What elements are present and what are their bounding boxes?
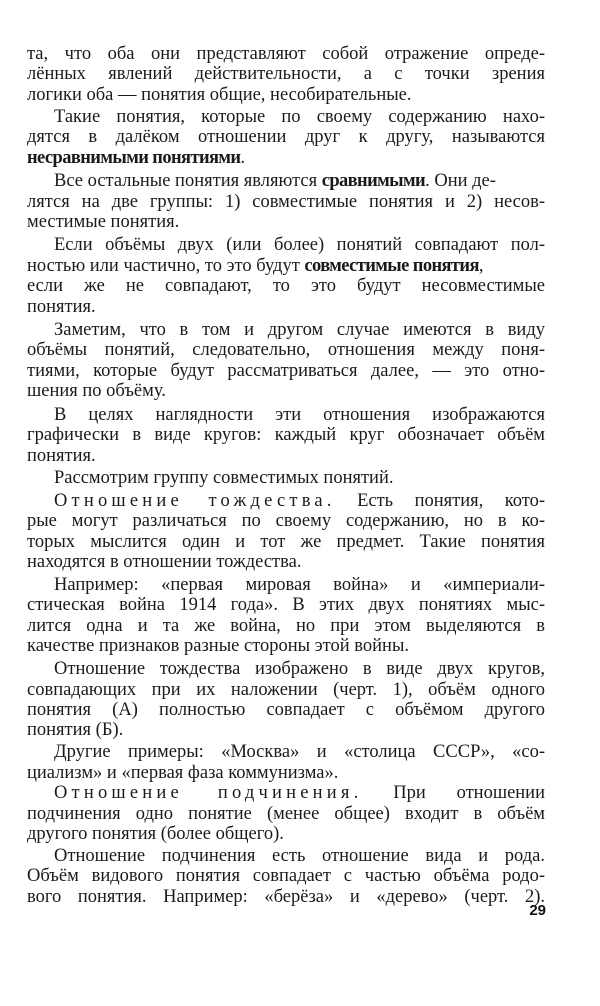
- punctuation: .: [240, 148, 246, 168]
- text-line: тиями, которые будут рассматриваться далее, — это отно-: [27, 361, 545, 381]
- text-line: вого понятия. Например: «берёза» и «дерево» (черт. 2).: [27, 887, 545, 907]
- text-line: [27, 256, 545, 276]
- bold-term: совместимые понятия: [304, 256, 479, 276]
- spaced-term: Отношение тождества.: [54, 491, 336, 511]
- text-line: [27, 148, 545, 168]
- text-span: ностью или частично, то это будут: [27, 256, 305, 276]
- text-line: Рассмотрим группу совместимых понятий.: [54, 468, 394, 488]
- text-line: Отношение подчинения есть отношение вида и рода.: [54, 846, 545, 866]
- text-span: Есть понятия, кото-: [335, 491, 545, 511]
- text-line: Такие понятия, которые по своему содержанию нахо-: [54, 107, 545, 127]
- text-line: [54, 171, 545, 191]
- text-line: Например: «первая мировая война» и «империали-: [54, 575, 545, 595]
- text-line: стическая война 1914 года». В этих двух понятиях мыс-: [27, 595, 545, 615]
- spaced-term: Отношение подчинения.: [54, 783, 363, 803]
- text-line: Объём видового понятия совпадает с частью объёма родо-: [27, 866, 545, 886]
- text-line: лятся на две группы: 1) совместимые понятия и 2) несов-: [27, 192, 545, 212]
- text-line: качестве признаков разные стороны этой войны.: [27, 636, 410, 656]
- text-line: Другие примеры: «Москва» и «столица СССР», «со-: [54, 742, 545, 762]
- text-line: понятия (Б).: [27, 720, 124, 740]
- text-line: рые могут различаться по своему содержанию, но в ко-: [27, 511, 545, 531]
- text-line: понятия.: [27, 297, 96, 317]
- text-line: находятся в отношении тождества.: [27, 552, 302, 572]
- text-line: Заметим, что в том и другом случае имеются в виду: [54, 320, 545, 340]
- text-span: ,: [478, 256, 484, 276]
- text-line: лённых явлений действительности, а с точки зрения: [27, 64, 545, 84]
- text-line: шения по объёму.: [27, 381, 166, 401]
- text-line: графически в виде кругов: каждый круг обозначает объём: [27, 425, 545, 445]
- text-line: логики оба — понятия общие, несобирательные.: [27, 85, 412, 105]
- text-line: лится одна и та же война, но при этом выделяются в: [27, 616, 545, 636]
- text-line: Отношение тождества изображено в виде двух кругов,: [54, 659, 545, 679]
- text-line: В целях наглядности эти отношения изображаются: [54, 405, 545, 425]
- text-line: [54, 783, 545, 803]
- text-line: совпадающих при их наложении (черт. 1), объём одного: [27, 680, 545, 700]
- text-line: торых мыслится один и тот же предмет. Такие понятия: [27, 532, 545, 552]
- text-line: местимые понятия.: [27, 212, 180, 232]
- text-span: Все остальные понятия являются: [54, 171, 322, 191]
- text-line: понятия (А) полностью совпадает с объёмом другого: [27, 700, 545, 720]
- text-span: При отношении: [362, 783, 545, 803]
- text-line: другого понятия (более общего).: [27, 824, 284, 844]
- text-line: Если объёмы двух (или более) понятий совпадают пол-: [54, 235, 545, 255]
- text-line: циализм» и «первая фаза коммунизма».: [27, 763, 339, 783]
- text-line: понятия.: [27, 446, 96, 466]
- bold-term: сравнимыми: [321, 171, 426, 191]
- text-line: дятся в далёком отношении друг к другу, называются: [27, 127, 545, 147]
- text-line: объёмы понятий, следовательно, отношения между поня-: [27, 340, 545, 360]
- text-line: подчинения одно понятие (менее общее) входит в объём: [27, 804, 545, 824]
- text-span: . Они де-: [425, 171, 496, 191]
- text-line: та, что оба они представляют собой отражение опреде-: [27, 44, 545, 64]
- text-line: [54, 491, 545, 511]
- page-number: 29: [529, 902, 546, 919]
- text-line: если же не совпадают, то это будут несовместимые: [27, 276, 545, 296]
- bold-term: несравнимыми понятиями: [27, 148, 241, 168]
